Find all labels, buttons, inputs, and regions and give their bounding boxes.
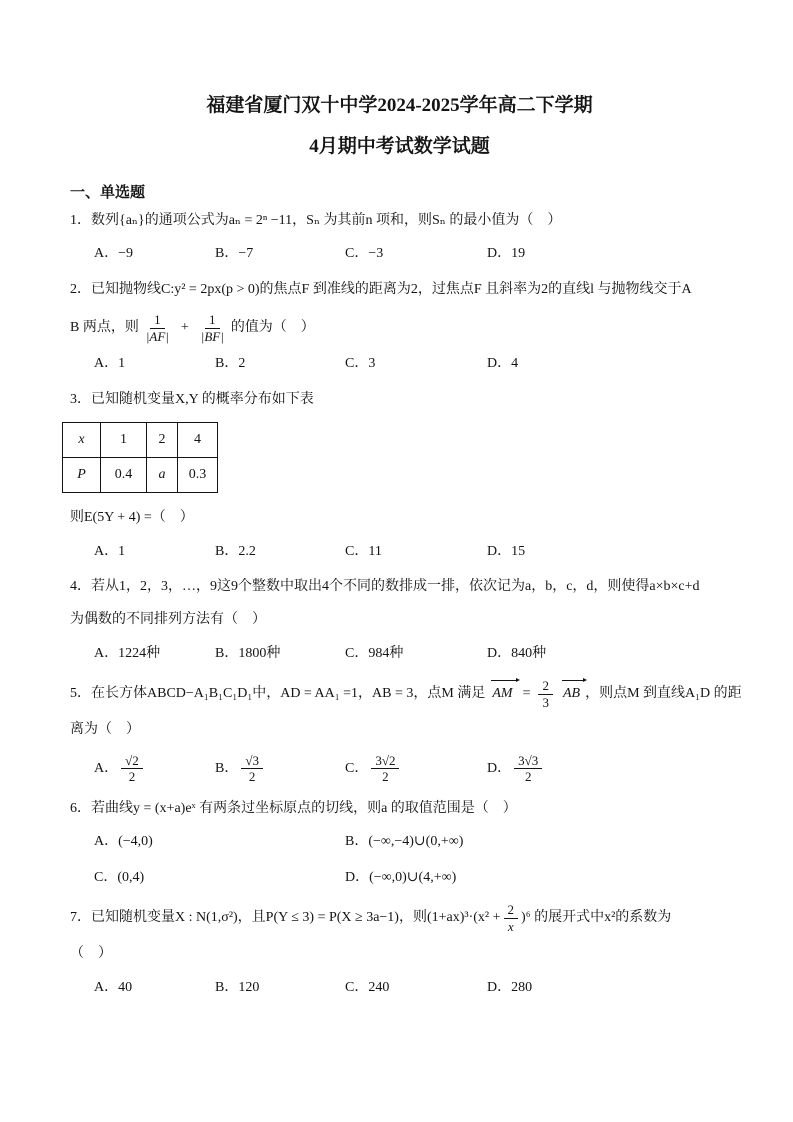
question-2-option-d: D．4 [487, 356, 519, 372]
question-7-line2: （ ） [70, 946, 112, 962]
fraction-numerator: 2 [538, 678, 553, 695]
fraction-denominator: |AF| [145, 328, 169, 344]
question-5-option-b [215, 753, 345, 785]
question-7-option-c: C．240 [345, 979, 390, 995]
question-5-line2: 离为（ ） [70, 722, 140, 738]
question-2-line2-post: 的值为（ ） [230, 320, 315, 336]
question-7-option-d: D．280 [487, 979, 533, 995]
question-1-option-d: D．19 [487, 246, 526, 262]
question-4-option-c: C．984种 [345, 645, 404, 661]
fraction-numerator: 1 [150, 312, 165, 329]
question-2-option-b: B．2 [215, 356, 246, 372]
section-heading-single-choice: 一、单选题 [70, 185, 146, 201]
vector-AM: AM [491, 683, 513, 705]
table-row-x [63, 423, 218, 458]
table-cell: 4 [178, 423, 218, 458]
exam-title-line2: 4月期中考试数学试题 [309, 135, 490, 157]
question-6-option-d: D．(−∞,0)∪(4,+∞) [345, 869, 457, 885]
equals-operator: = [522, 685, 531, 701]
fraction-denominator: x [507, 918, 514, 934]
question-3-answer-line: 则E(5Y + 4) =（ ） [70, 510, 194, 526]
question-7-option-b: B．120 [215, 979, 260, 995]
question-5-option-c [345, 753, 487, 785]
question-1-option-c: C．−3 [345, 246, 384, 262]
question-5-line1 [70, 678, 742, 710]
option-label: B． [215, 760, 239, 776]
question-2-option-a: A．1 [94, 356, 126, 372]
question-6-option-b: B．(−∞,−4)∪(0,+∞) [345, 834, 464, 850]
fraction-denominator: |BF| [200, 328, 224, 344]
table-cell: P [63, 458, 101, 493]
question-5-line1-pre: 5．在长方体ABCD−A₁B₁C₁D₁中，AD = AA₁ =1，AB = 3，点M 满足 [70, 685, 486, 701]
option-label: D． [487, 760, 512, 776]
question-5-option-d [487, 753, 545, 785]
question-3-text: 3．已知随机变量X,Y 的概率分布如下表 [70, 391, 314, 407]
exam-title-line1: 福建省厦门双十中学2024-2025学年高二下学期 [206, 95, 593, 116]
fraction [241, 753, 263, 785]
question-3-option-c: C．11 [345, 543, 382, 559]
question-2-option-c: C．3 [345, 356, 376, 372]
question-4-option-a: A．1224种 [94, 645, 161, 661]
question-1-options [70, 243, 729, 265]
fraction-one-over-BF [197, 312, 228, 344]
fraction-denominator: 3 [542, 694, 549, 710]
fraction [514, 753, 542, 785]
question-4-line2: 为偶数的不同排列方法有（ ） [70, 612, 266, 628]
question-5-line1-post: ，则点M 到直线A₁D 的距 [585, 685, 742, 701]
fraction-two-over-x [504, 902, 519, 934]
question-2-options [70, 353, 729, 375]
question-3-option-a: A．1 [94, 543, 126, 559]
fraction-numerator: 3√3 [514, 753, 542, 770]
question-6-option-a: A．(−4,0) [94, 834, 153, 850]
question-7-option-a: A．40 [94, 979, 133, 995]
probability-distribution-table [62, 422, 218, 493]
vector-AB: AB [562, 683, 581, 705]
fraction-denominator: 2 [382, 769, 389, 785]
question-7-line1-pre: 7．已知随机变量X : N(1,σ²)，且P(Y ≤ 3) = P(X ≥ 3a−1)，则(1+ax)³·(x² + [70, 909, 501, 925]
table-cell: 0.4 [101, 458, 147, 493]
fraction-denominator: 2 [524, 769, 532, 785]
question-6-option-c: C．(0,4) [94, 869, 145, 885]
question-6-options-row1 [70, 831, 729, 853]
question-2-line2 [70, 312, 729, 344]
question-2-line1: 2．已知抛物线C:y² = 2px(p > 0)的焦点F 到准线的距离为2，过焦点F 且斜率为2的直线l 与抛物线交于A [70, 281, 692, 297]
fraction [371, 753, 399, 785]
fraction-numerator: √2 [121, 753, 143, 770]
fraction-one-over-AF [142, 312, 173, 344]
fraction-numerator: 1 [205, 312, 220, 329]
table-row-p [63, 458, 218, 493]
question-1-option-b: B．−7 [215, 246, 254, 262]
fraction-denominator: 2 [248, 769, 256, 785]
table-cell: x [63, 423, 101, 458]
fraction-numerator: √3 [241, 753, 263, 770]
table-cell: 1 [101, 423, 147, 458]
question-4-option-d: D．840种 [487, 645, 547, 661]
question-3-option-d: D．15 [487, 543, 526, 559]
plus-operator: + [180, 320, 189, 336]
fraction-numerator: 2 [504, 902, 519, 919]
question-4-line1: 4．若从1，2，3，…，9这9个整数中取出4个不同的数排成一排，依次记为a，b，c，d，则使得a×b×c+d [70, 578, 700, 594]
question-2-line2-pre: B 两点，则 [70, 320, 139, 336]
question-7-line1 [70, 902, 729, 934]
question-1-option-a: A．−9 [94, 246, 134, 262]
question-3-options [70, 541, 729, 563]
table-cell: a [147, 458, 178, 493]
option-label: C． [345, 760, 369, 776]
table-cell: 2 [147, 423, 178, 458]
fraction-denominator: 2 [128, 769, 136, 785]
fraction-two-thirds [538, 678, 553, 710]
fraction-numerator: 3√2 [371, 753, 399, 770]
question-5-options [70, 753, 729, 785]
fraction [121, 753, 143, 785]
question-6-options-row2 [70, 867, 729, 889]
question-7-line1-post: )⁶ 的展开式中x²的系数为 [521, 909, 672, 925]
question-4-options [70, 643, 729, 665]
question-4-option-b: B．1800种 [215, 645, 281, 661]
table-cell: 0.3 [178, 458, 218, 493]
question-1-text: 1．数列{aₙ}的通项公式为aₙ = 2ⁿ −11，Sₙ 为其前n 项和，则Sₙ 的最小值为（ ） [70, 213, 562, 228]
question-7-options [70, 977, 729, 999]
question-6-text: 6．若曲线y = (x+a)eˣ 有两条过坐标原点的切线，则a 的取值范围是（ ） [70, 800, 517, 816]
option-label: A． [94, 760, 119, 776]
question-5-option-a [94, 753, 215, 785]
question-3-option-b: B．2.2 [215, 543, 256, 559]
